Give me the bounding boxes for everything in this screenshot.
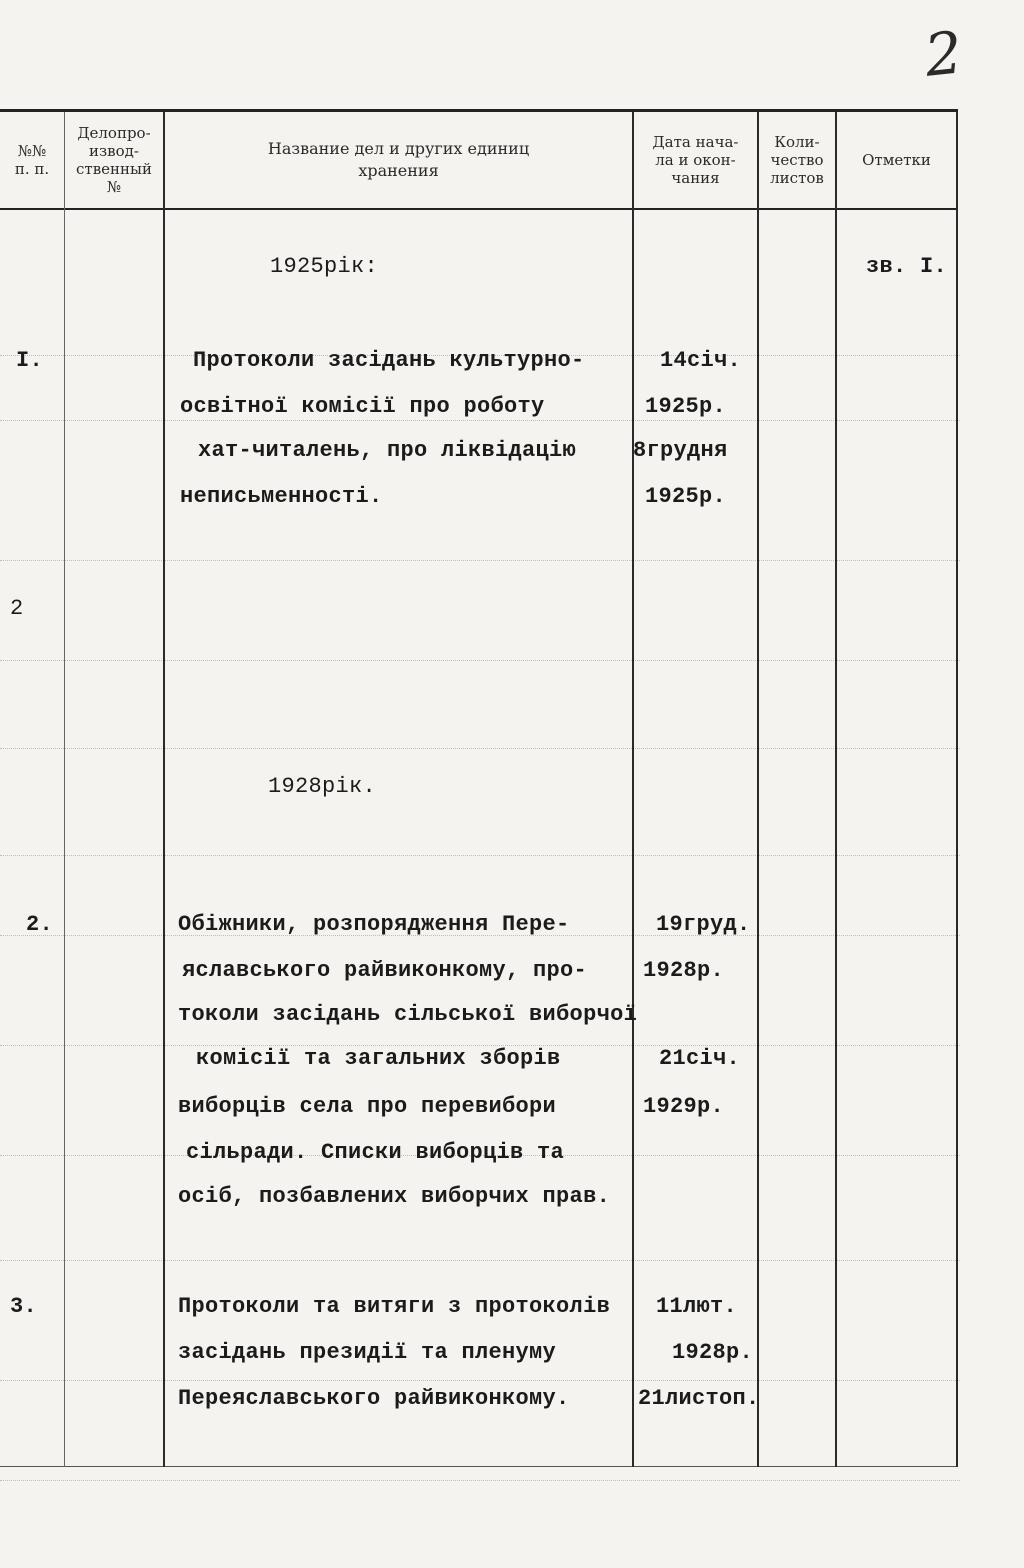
entry-date-line: 1928р.: [643, 958, 725, 983]
section-year-1925: 1925рік:: [270, 254, 379, 279]
header-bottom-rule: [0, 208, 958, 210]
entry-title-line: Протоколи та витяги з протоколів: [178, 1294, 611, 1319]
entry-number: 3.: [10, 1294, 38, 1319]
entry-date-line: 8грудня: [633, 438, 728, 463]
entry-title-line: яславського райвиконкому, про-: [182, 958, 588, 983]
header-number: №№ п. п.: [14, 142, 50, 178]
entry-date-line: 21січ.: [659, 1046, 741, 1071]
entry-date-line: 19груд.: [656, 912, 751, 937]
header-title: Название дел и других единиц хранения: [267, 139, 530, 180]
entry-number: І.: [16, 348, 44, 373]
table-bottom-rule: [0, 1466, 958, 1467]
entry-title-line: Переяславського райвиконкому.: [178, 1386, 570, 1411]
header-sheets: Коли- чество листов: [770, 133, 824, 187]
header-office-number: Делопро- извод- ственный №: [76, 124, 152, 196]
section-year-1928: 1928рік.: [268, 774, 377, 799]
column-divider-6: [956, 112, 958, 1467]
entry-title-line: неписьменності.: [180, 484, 383, 509]
column-divider-2: [163, 112, 165, 1467]
column-divider-5: [835, 112, 837, 1467]
column-divider-3: [632, 112, 634, 1467]
entry-title-line: сільради. Списки виборців та: [186, 1140, 565, 1165]
entry-title-line: осіб, позбавлених виборчих прав.: [178, 1184, 611, 1209]
entry-title-line: Протоколи засідань культурно-: [193, 348, 585, 373]
entry-date-line: 1929р.: [643, 1094, 725, 1119]
entry-title-line: комісії та загальних зборів: [196, 1046, 561, 1071]
header-dates: Дата нача- ла и окон- чания: [652, 133, 739, 187]
page-number: 2: [921, 18, 966, 90]
entry-date-line: 1925р.: [645, 484, 727, 509]
entry-number: 2: [10, 596, 24, 621]
column-divider-4: [757, 112, 759, 1467]
header-notes: Отметки: [862, 151, 931, 169]
entry-title-line: виборців села про перевибори: [178, 1094, 557, 1119]
entry-title-line: засідань президії та пленуму: [178, 1340, 557, 1365]
entry-number: 2.: [26, 912, 54, 937]
entry-title-line: Обіжники, розпорядження Пере-: [178, 912, 570, 937]
entry-date-line: 1928р.: [672, 1340, 754, 1365]
entry-date-line: 21листоп.: [638, 1386, 760, 1411]
column-divider-1: [64, 112, 65, 1467]
entry-date-line: 1925р.: [645, 394, 727, 419]
entry-title-line: токоли засідань сільської виборчої: [178, 1002, 638, 1027]
entry-title-line: хат-читалень, про ліквідацію: [198, 438, 577, 463]
entry-title-line: освітної комісії про роботу: [180, 394, 545, 419]
section-note: зв. І.: [866, 254, 948, 279]
entry-date-line: 14січ.: [660, 348, 742, 373]
entry-date-line: 11лют.: [656, 1294, 738, 1319]
